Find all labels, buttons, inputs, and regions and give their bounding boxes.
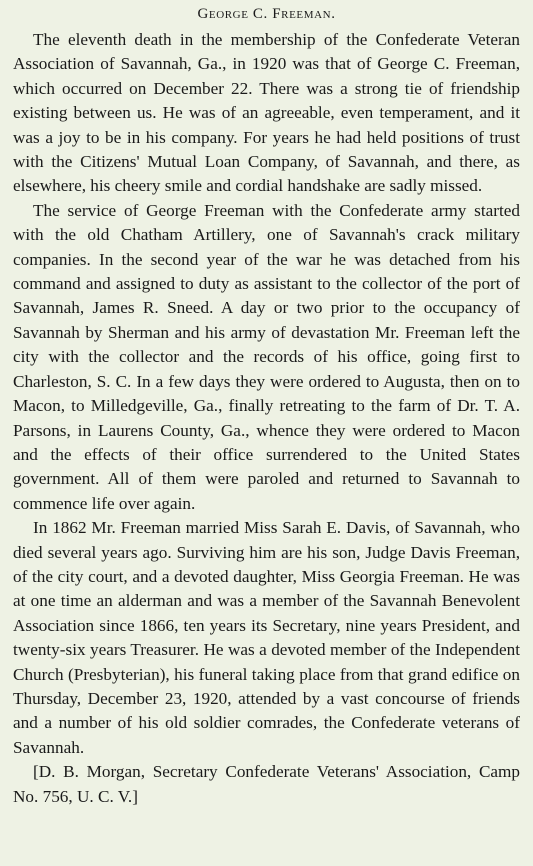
article-paragraph-1: The eleventh death in the membership of the Confederate Veteran Association of Savannah, Ga., in 1920 was that of George C. Freeman, which occurred on December 22. There was a strong tie of friendship existing between us. He was of an agreeable, even temperament, and it was a joy to be in his company. For years he had held positions of trust with the Citizens' Mutual Loan Company, of Savannah, and there, as elsewhere, his cheery smile and cordial handshake are sadly missed. (13, 30, 520, 196)
article-title: George C. Freeman. (197, 6, 336, 22)
article-paragraph-3: In 1862 Mr. Freeman married Miss Sarah E. Davis, of Savannah, who died several years ago. Surviving him are his son, Judge Davis Freeman, of the city court, and a devoted daughter, Miss Georgia Freeman. He was at one time an alderman and was a member of the Savannah Benevolent Association since 1866, ten years its Secretary, nine years President, and twenty-six years Treasurer. He was a devoted member of the Independent Church (Presbyterian), his funeral taking place from that grand edifice on Thursday, December 23, 1920, attended by a vast concourse of friends and a number of his old soldier comrades, the Confederate veterans of Savannah. (13, 518, 520, 757)
article-signature: [D. B. Morgan, Secretary Confederate Veterans' Association, Camp No. 756, U. C. V.] (13, 762, 520, 806)
article-paragraph-2: The service of George Freeman with the Confederate army started with the old Chatham Artillery, one of Savannah's crack military companies. In the second year of the war he was detached from his command and assigned to duty as assistant to the collector of the port of Savannah, James R. Sneed. A day or two prior to the occupancy of Savannah by Sherman and his army of devastation Mr. Freeman left the city with the collector and the records of his office, going first to Charleston, S. C. In a few days they were ordered to Augusta, then on to Macon, to Milledgeville, Ga., finally retreating to the farm of Dr. T. A. Parsons, in Laurens County, Ga., whence they were ordered to Macon and the effects of their office surrendered to the United States government. All of them were paroled and returned to Savannah to commence life over again. (13, 200, 520, 513)
